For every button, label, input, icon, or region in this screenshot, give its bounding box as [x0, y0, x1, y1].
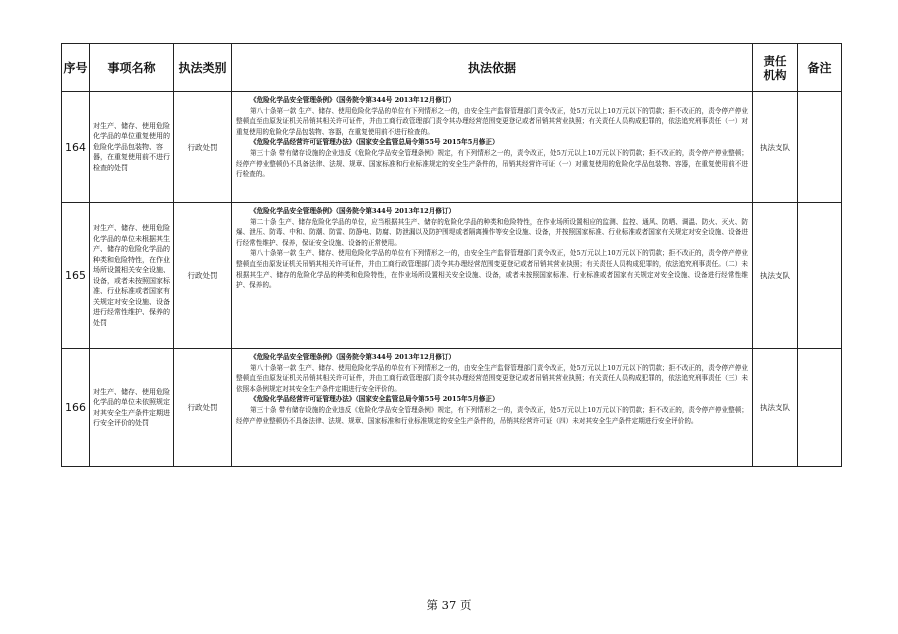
enforcement-table: [61, 43, 842, 467]
row-responsible: 执法支队: [753, 203, 798, 349]
law-article: 第二十条 生产、储存危险化学品的单位，应当根据其生产、储存的危险化学品的种类和危险特性，在作业场所设置相应的监测、监控、通风、防晒、调温、防火、灭火、防爆、泄压、防毒、中和、防潮、防雷、防静电、防腐、防泄漏以及防护围堤或者隔离操作等安全设施、设备，并按照国家标准、行业标准或者国家有关规定对安全设施、设备进行经常性维护、保养，保证安全设施、设备的正常使用。: [236, 217, 748, 247]
row-seq: 165: [62, 203, 90, 349]
law-title: 《危险化学品安全管理条例》（国务院令第344号 2013年12月修订）: [250, 96, 456, 104]
row-responsible: 执法支队: [753, 92, 798, 203]
header-category: 执法类别: [174, 44, 232, 92]
row-item-name: 对生产、储存、使用危险化学品的单位重复使用的危险化学品包装物、容器，在重复使用前不进行检查的处罚: [90, 92, 174, 203]
row-note: [798, 203, 842, 349]
law-title: 《危险化学品安全管理条例》（国务院令第344号 2013年12月修订）: [250, 353, 456, 361]
row-category: 行政处罚: [174, 203, 232, 349]
law-article: 第八十条第一款 生产、储存、使用危险化学品的单位有下列情形之一的，由安全生产监督管理部门责令改正，处5万元以上10万元以下的罚款；拒不改正的，责令停产停业整顿直至由原发证机关吊销其相关许可证件，并由工商行政管理部门责令其办理经营范围变更登记或者吊销其营业执照；有关责任人员构成犯罪的，依法追究刑事责任（三）未依照本条例规定对其安全生产条件定期进行安全评价的。: [236, 363, 748, 393]
page-number: 第 37 页: [426, 598, 472, 612]
table-row: [62, 203, 842, 349]
header-note: 备注: [798, 44, 842, 92]
row-seq: 164: [62, 92, 90, 203]
law-title: 《危险化学品经营许可证管理办法》（国家安全监管总局令第55号 2015年5月修正）: [250, 395, 499, 404]
row-basis: [232, 203, 753, 349]
row-basis: [232, 92, 753, 203]
row-responsible: 执法支队: [753, 349, 798, 467]
row-note: [798, 349, 842, 467]
row-basis: [232, 349, 753, 467]
header-row: [62, 44, 842, 92]
row-category: 行政处罚: [174, 349, 232, 467]
header-name: 事项名称: [90, 44, 174, 92]
table-row: [62, 349, 842, 467]
header-seq: 序号: [62, 44, 90, 92]
law-article: 第三十条 带有储存设施的企业违反《危险化学品安全管理条例》规定，有下列情形之一的，责令改正，处5万元以上10万元以下的罚款；拒不改正的，责令停产停业整顿；经停产停业整顿仍不具备法律、法规、规章、国家标准和行业标准规定的安全生产条件的，吊销其经营许可证（一）对重复使用的危险化学品包装物、容器，在重复使用前不进行检查的。: [236, 148, 748, 179]
row-item-name: 对生产、储存、使用危险化学品的单位未依照规定对其安全生产条件定期进行安全评价的处罚: [90, 349, 174, 467]
law-article: 第三十条 带有储存设施的企业违反《危险化学品安全管理条例》规定，有下列情形之一的，责令改正，处5万元以上10万元以下的罚款；拒不改正的，责令停产停业整顿；经停产停业整顿仍不具备法律、法规、规章、国家标准和行业标准规定的安全生产条件的，吊销其经营许可证（四）未对其安全生产条件定期进行安全评价的。: [236, 405, 748, 425]
row-seq: 166: [62, 349, 90, 467]
row-category: 行政处罚: [174, 92, 232, 203]
law-title: 《危险化学品经营许可证管理办法》（国家安全监管总局令第55号 2015年5月修正）: [250, 138, 499, 147]
law-article: 第八十条第一款 生产、储存、使用危险化学品的单位有下列情形之一的，由安全生产监督管理部门责令改正，处5万元以上10万元以下的罚款；拒不改正的，责令停产停业整顿直至由原发证机关吊销其相关许可证件，并由工商行政管理部门责令其办理经营范围变更登记或者吊销其营业执照；有关责任人员构成犯罪的，依法追究刑事责任。（二）未根据其生产、储存的危险化学品的种类和危险特性，在作业场所设置相关安全设施、设备，或者未按照国家标准、行业标准或者国家有关规定对安全设施、设备进行经常性维护、保养的。: [236, 249, 748, 290]
law-article: 第八十条第一款 生产、储存、使用危险化学品的单位有下列情形之一的，由安全生产监督管理部门责令改正，处5万元以上10万元以下的罚款；拒不改正的，责令停产停业整顿直至由原发证机关吊销其相关许可证件，并由工商行政管理部门责令其办理经营范围变更登记或者吊销其营业执照；有关责任人员构成犯罪的，依法追究刑事责任（一）对重复使用的危险化学品包装物、容器，在重复使用前不进行检查的。: [236, 106, 748, 136]
row-item-name: 对生产、储存、使用危险化学品的单位未根据其生产、储存的危险化学品的种类和危险特性，在作业场所设置相关安全设施、设备，或者未按照国家标准、行业标准或者国家有关规定对安全设施、设备进行经常性维护、保养的处罚: [90, 203, 174, 349]
header-responsible: [753, 44, 798, 92]
row-note: [798, 92, 842, 203]
header-responsible-line1: 责任: [763, 53, 787, 68]
law-title: 《危险化学品安全管理条例》（国务院令第344号 2013年12月修订）: [250, 207, 456, 215]
header-responsible-line2: 机构: [763, 67, 787, 82]
header-basis: 执法依据: [232, 44, 753, 92]
table-row: [62, 92, 842, 203]
